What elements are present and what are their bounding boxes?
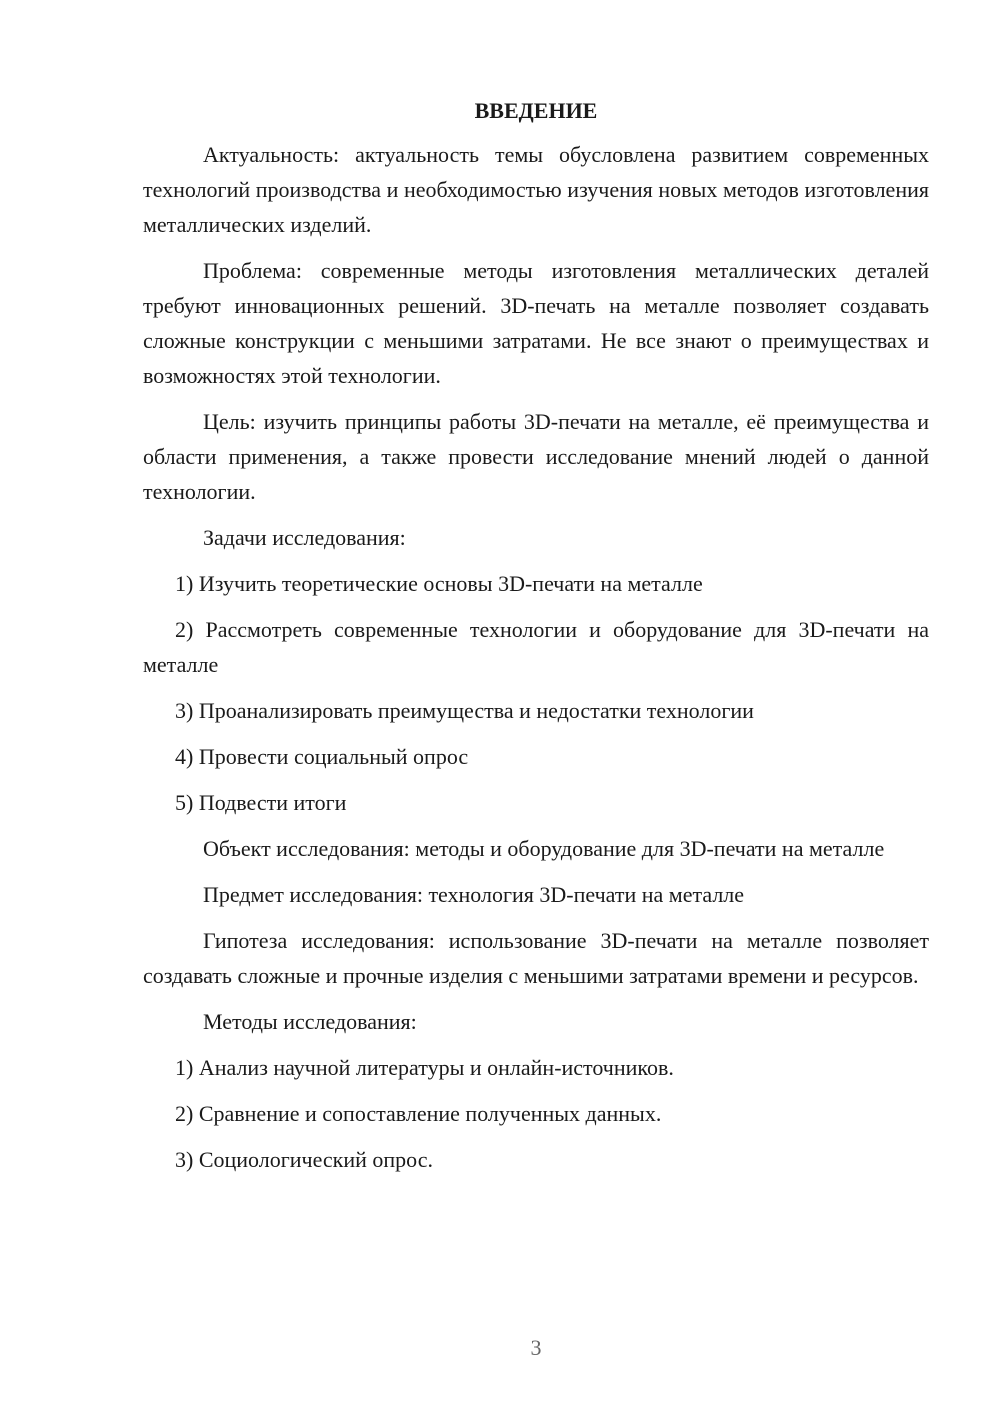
task-item-2: 2) Рассмотреть современные технологии и оборудование для 3D-печати на металле <box>143 617 929 677</box>
paragraph-problem: Проблема: современные методы изготовления металлических деталей требуют инновационных решений. 3D-печать на металле позволяет создавать сложные конструкции с меньшими затратами. Не все знают о преимуществах и возможностях этой технологии. <box>143 258 929 388</box>
methods-heading: Методы исследования: <box>203 1009 417 1034</box>
paragraph-subject: Предмет исследования: технология 3D-печати на металле <box>203 882 745 907</box>
paragraph-relevance: Актуальность: актуальность темы обусловлена развитием современных технологий производства и необходимостью изучения новых методов изготовления металлических изделий. <box>143 142 929 237</box>
task-item-1: 1) Изучить теоретические основы 3D-печати на металле <box>175 571 703 596</box>
method-item-1: 1) Анализ научной литературы и онлайн-источников. <box>175 1055 674 1080</box>
paragraph-goal: Цель: изучить принципы работы 3D-печати на металле, её преимущества и области применения, а также провести исследование мнений людей о данной технологии. <box>143 409 929 504</box>
tasks-heading: Задачи исследования: <box>203 525 406 550</box>
method-item-2: 2) Сравнение и сопоставление полученных данных. <box>175 1101 662 1126</box>
page-title: ВВЕДЕНИЕ <box>474 98 598 123</box>
task-item-3: 3) Проанализировать преимущества и недостатки технологии <box>175 698 754 723</box>
task-item-5: 5) Подвести итоги <box>175 790 347 815</box>
task-item-4: 4) Провести социальный опрос <box>175 744 469 769</box>
method-item-3: 3) Социологический опрос. <box>175 1147 433 1172</box>
paragraph-object: Объект исследования: методы и оборудование для 3D-печати на металле <box>203 836 885 861</box>
page-number: 3 <box>530 1335 542 1360</box>
paragraph-hypothesis: Гипотеза исследования: использование 3D-печати на металле позволяет создавать сложные и прочные изделия с меньшими затратами времени и ресурсов. <box>143 928 929 988</box>
page-content <box>143 93 929 1188</box>
